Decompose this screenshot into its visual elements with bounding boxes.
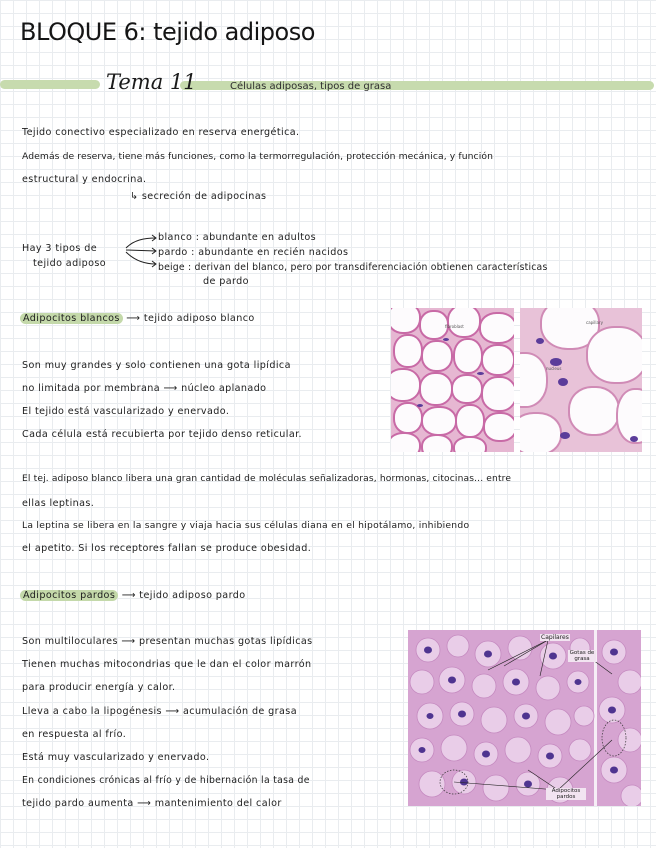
hook-arrow-icon: ↳ <box>130 191 142 202</box>
type-white: blanco : abundante en adultos <box>158 232 317 243</box>
white-line-1: Son muy grandes y solo contienen una gota lipídica <box>22 360 291 371</box>
tema-subtitle: Células adiposas, tipos de grasa <box>230 81 392 92</box>
brown-line-4 <box>22 706 297 717</box>
arrow-right-icon: ⟶ <box>133 798 155 809</box>
white-heading-highlight: Adipocitos blancos <box>20 313 123 324</box>
type-beige-cont: de pardo <box>203 276 249 287</box>
white-line-2b: núcleo aplanado <box>181 383 267 394</box>
brown-tissue-image <box>408 630 641 806</box>
adipocitos-pardos-label: Adipocitos pardos <box>546 788 586 800</box>
brown-line-4a: Lleva a cabo la lipogénesis <box>22 706 162 717</box>
intro-line-4 <box>130 191 266 202</box>
arrow-right-icon: ⟶ <box>126 313 144 324</box>
brown-heading <box>20 590 246 601</box>
capillary-label: capillary <box>586 320 603 325</box>
brown-tissue-drawing <box>408 630 641 806</box>
leptin-line-4: el apetito. Si los receptores fallan se produce obesidad. <box>22 543 312 554</box>
types-lead-1: Hay 3 tipos de <box>22 243 98 254</box>
intro-line-2: Además de reserva, tiene más funciones, como la termorregulación, protección mecánica, y función <box>22 151 493 162</box>
white-line-2a: no limitada por membrana <box>22 383 161 394</box>
white-heading <box>20 313 255 324</box>
white-heading-rest: tejido adiposo blanco <box>143 313 255 324</box>
gotas-label: Gotas de grasa <box>569 650 595 662</box>
type-beige: beige : derivan del blanco, pero por transdiferenciación obtienen características <box>158 262 548 273</box>
brown-line-1b: presentan muchas gotas lipídicas <box>138 636 313 647</box>
brown-line-6: Está muy vascularizado y enervado. <box>22 752 210 763</box>
white-tissue-image-2 <box>520 308 642 452</box>
capilares-label: Capilares <box>541 634 569 641</box>
types-lead-2: tejido adiposo <box>33 258 107 269</box>
white-line-4: Cada célula está recubierta por tejido denso reticular. <box>22 429 303 440</box>
brown-line-5: en respuesta al frío. <box>22 729 127 740</box>
intro-line-3: estructural y endocrina. <box>22 174 147 185</box>
arrow-right-icon: ⟶ <box>121 590 140 601</box>
brown-line-3: para producir energía y calor. <box>22 682 176 693</box>
white-tissue-image-1 <box>391 308 514 452</box>
white-line-2 <box>22 383 266 394</box>
brown-line-8 <box>22 798 282 809</box>
brown-line-1a: Son multiloculares <box>22 636 118 647</box>
white-line-3: El tejido está vascularizado y enervado. <box>22 406 230 417</box>
page-title: BLOQUE 6: tejido adiposo <box>20 18 315 46</box>
arrow-right-icon: ⟶ <box>161 706 183 717</box>
arrow-right-icon: ⟶ <box>160 383 182 394</box>
brown-line-4b: acumulación de grasa <box>183 706 297 717</box>
intro-line-1: Tejido conectivo especializado en reserva energética. <box>22 127 300 138</box>
leptin-line-3: La leptina se libera en la sangre y viaja hacia sus células diana en el hipotálamo, inhibiendo <box>22 520 470 531</box>
tema-label: Tema 11 <box>106 70 197 94</box>
fibroblast-label: fibroblast <box>445 324 464 329</box>
adipocinas-note: secreción de adipocinas <box>141 191 267 202</box>
branch-arrows-icon <box>124 230 160 270</box>
leptin-line-1: El tej. adiposo blanco libera una gran cantidad de moléculas señalizadoras, hormonas, citocinas... entre <box>22 474 512 484</box>
brown-line-1 <box>22 636 313 647</box>
tema-bar-left <box>0 80 100 89</box>
brown-line-8a: tejido pardo aumenta <box>22 798 134 809</box>
brown-heading-highlight: Adipocitos pardos <box>20 590 118 601</box>
type-brown: pardo : abundante en recién nacidos <box>158 247 349 258</box>
nucleus-label: nucleus <box>546 366 562 371</box>
brown-line-7: En condiciones crónicas al frío y de hibernación la tasa de <box>22 775 310 786</box>
leptin-line-2: ellas leptinas. <box>22 498 95 509</box>
arrow-right-icon: ⟶ <box>117 636 139 647</box>
brown-line-8b: mantenimiento del calor <box>154 798 282 809</box>
brown-heading-rest: tejido adiposo pardo <box>139 590 246 601</box>
brown-line-2: Tienen muchas mitocondrias que le dan el color marrón <box>22 659 312 670</box>
